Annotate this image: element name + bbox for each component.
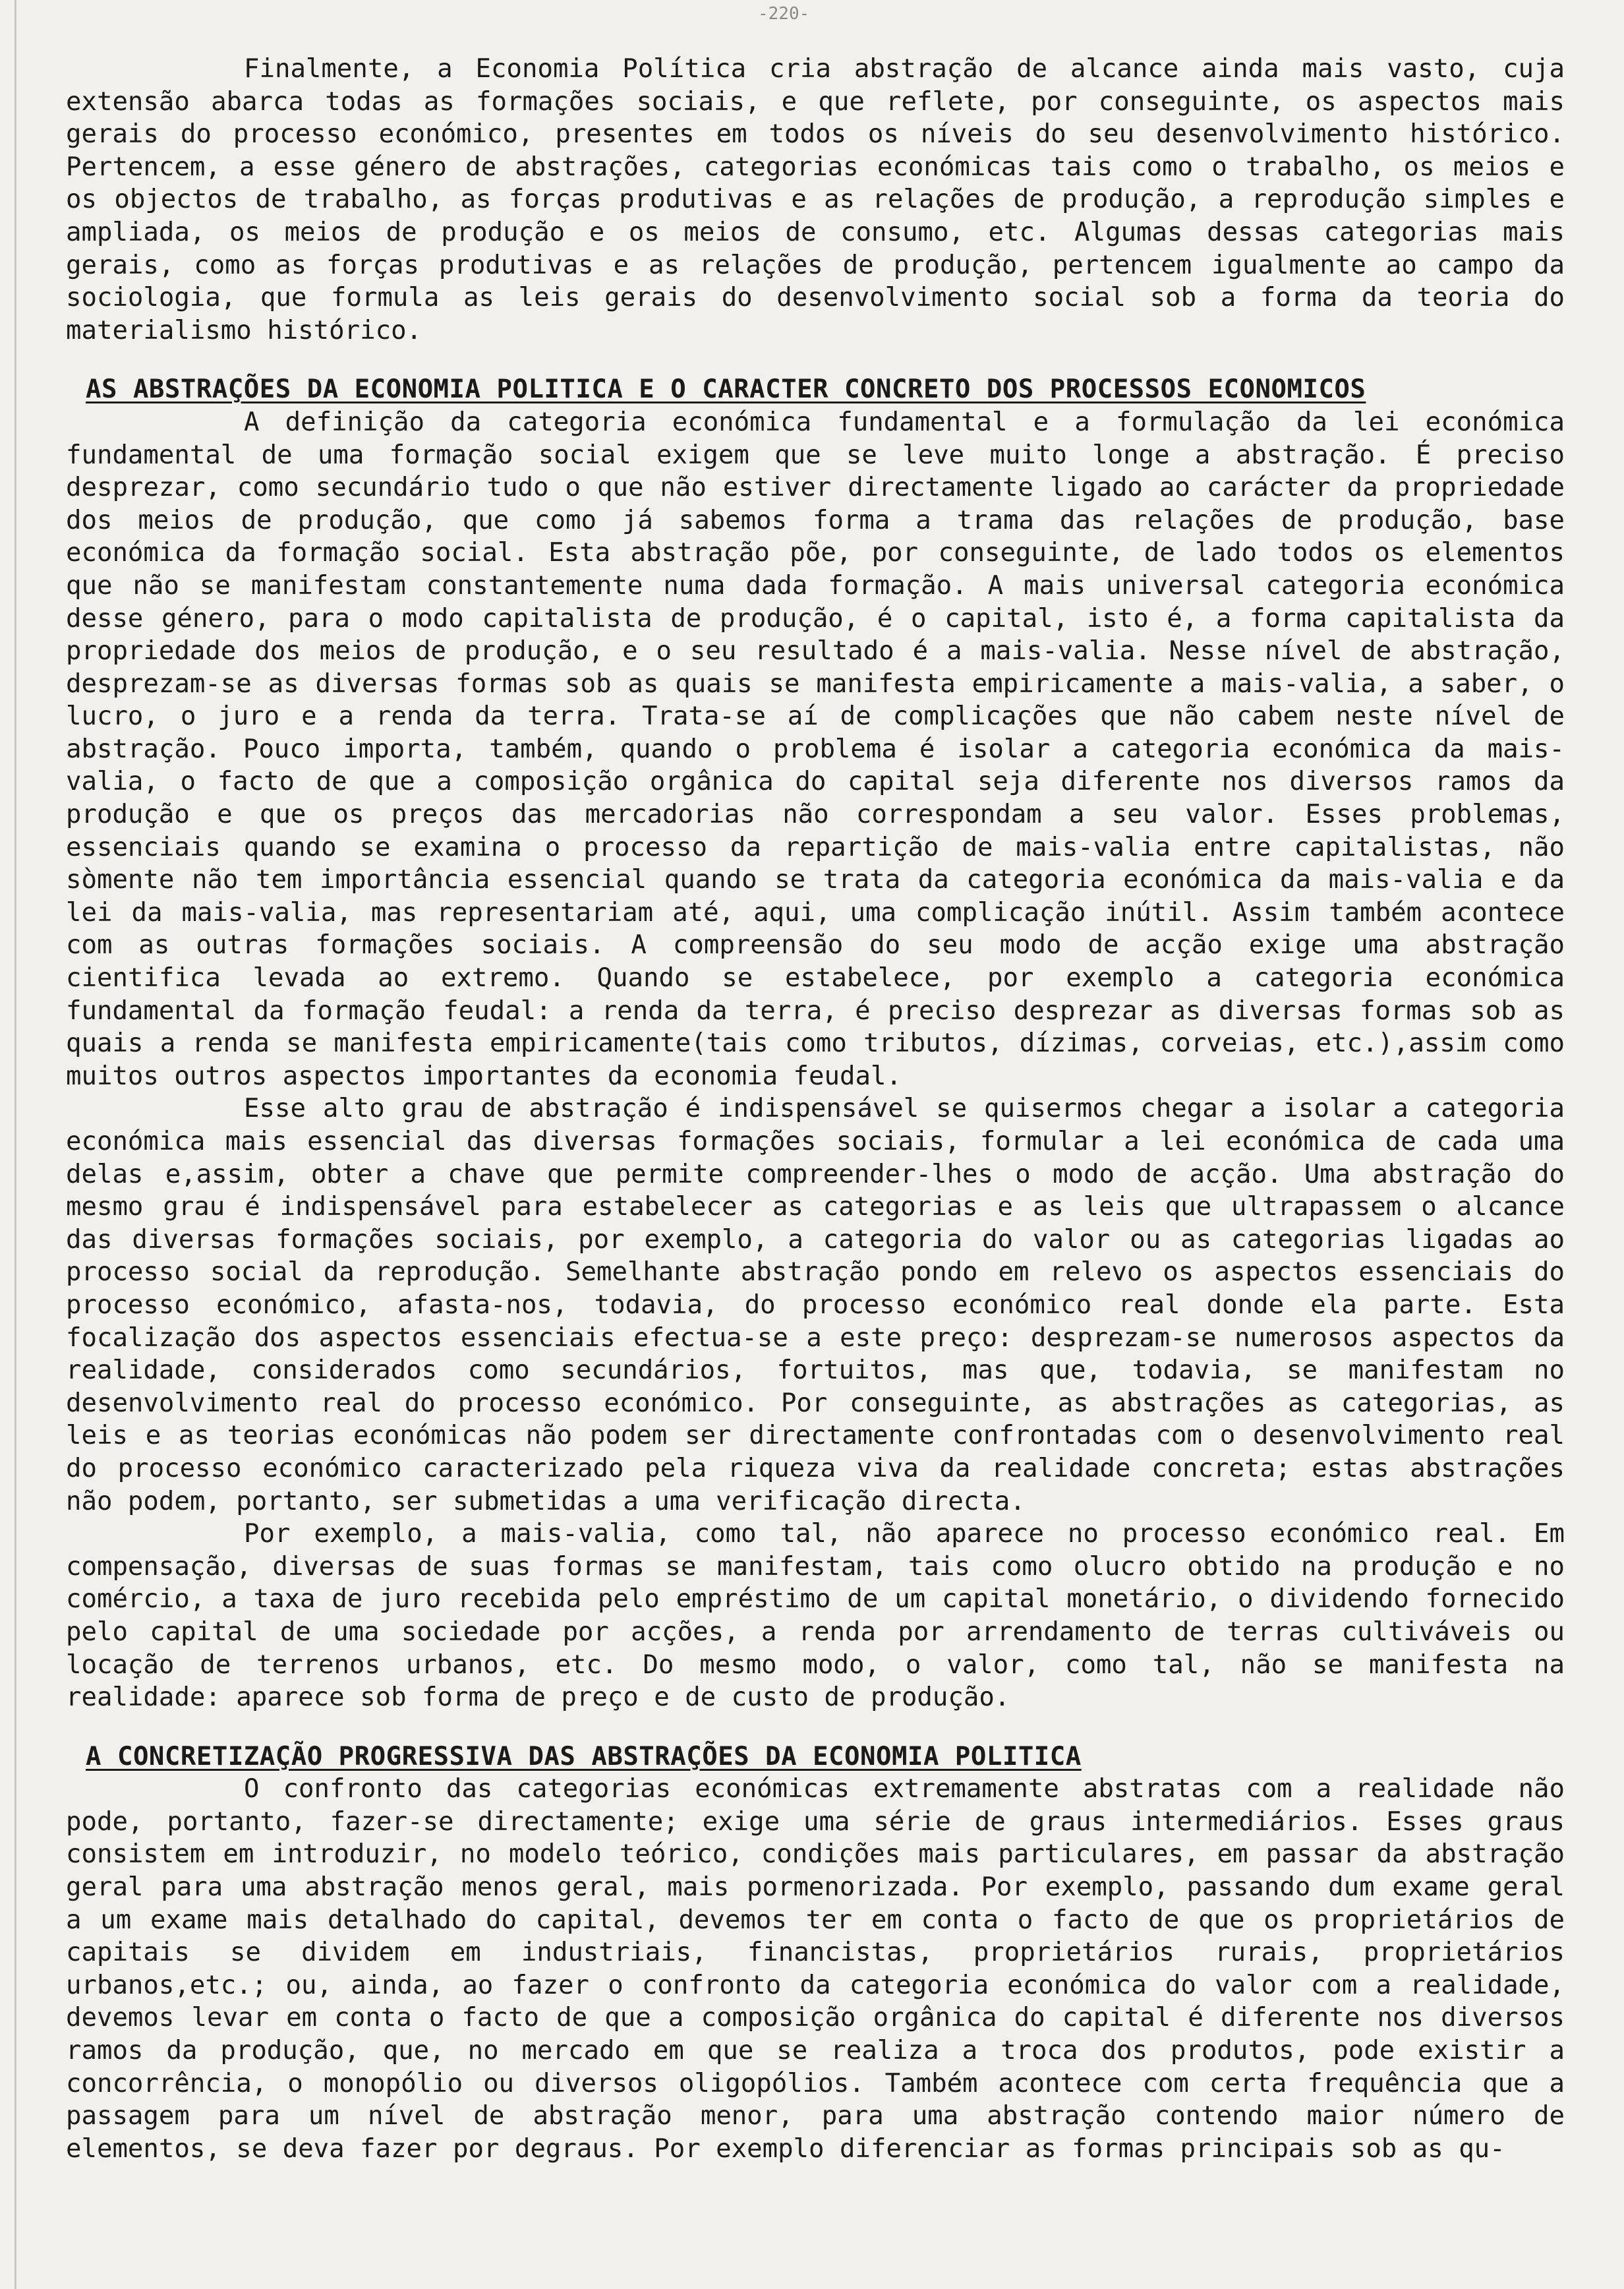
paragraph-intro: Finalmente, a Economia Política cria abstração de alcance ainda mais vasto, cuja extensão abarca todas as formações sociais, e que reflete, por conseguinte, os aspectos mais gerais do processo económico, presentes em todos os níveis do seu desenvolvimento histórico. Pertencem, a esse género de abstrações, categorias económicas tais como o trabalho, os meios e os objectos de trabalho, as forças produtivas e as relações de produção, a reprodução simples e ampliada, os meios de produção e os meios de consumo, etc. Algumas dessas categorias mais gerais, como as forças produtivas e as relações de produção, pertencem igualmente ao campo da sociologia, que formula as leis gerais do desenvolvimento social sob a forma da teoria do materialismo histórico. bbox=[66, 54, 1565, 345]
paragraph-confronto: O confronto das categorias económicas extremamente abstratas com a realidade não pode, portanto, fazer-se directamente; exige uma série de graus intermediários. Esses graus consistem em introduzir, no modelo teórico, condições mais particulares, em passar da abstração geral para uma abstração menos geral, mais pormenorizada. Por exemplo, passando dum exame geral a um exame mais detalhado do capital, devemos ter em conta o facto de que os proprietários de capitais se dividem em industriais, financistas, proprietários rurais, proprietários urbanos,etc.; ou, ainda, ao fazer o confronto da categoria económica do valor com a realidade, devemos levar em conta o facto de que a composição orgânica do capital é diferente nos diversos ramos da produção, que, no mercado em que se realiza a troca dos produtos, pode existir a concorrência, o monopólio ou diversos oligopólios. Também acontece com certa frequência que a passagem para um nível de abstração menor, para uma abstração contendo maior número de elementos, se deva fazer por degraus. Por exemplo diferenciar as formas principais sob as qu- bbox=[66, 1774, 1565, 2164]
paragraph-exemplo-mais-valia: Por exemplo, a mais-valia, como tal, não aparece no processo económico real. Em compensação, diversas de suas formas se manifestam, tais como olucro obtido na produção e no comércio, a taxa de juro recebida pelo empréstimo de um capital monetário, o dividendo fornecido pelo capital de uma sociedade por acções, a renda por arrendamento de terras cultiváveis ou locação de terrenos urbanos, etc. Do mesmo modo, o valor, como tal, não se manifesta na realidade: aparece sob forma de preço e de custo de produção. bbox=[66, 1519, 1565, 1713]
paragraph-alto-grau: Esse alto grau de abstração é indispensável se quisermos chegar a isolar a categoria económica mais essencial das diversas formações sociais, formular a lei económica de cada uma delas e,assim, obter a chave que permite compreender-lhes o modo de acção. Uma abstração do mesmo grau é indispensável para estabelecer as categorias e as leis que ultrapassem o alcance das diversas formações sociais, por exemplo, a categoria do valor ou as categorias ligadas ao processo social da reprodução. Semelhante abstração pondo em relevo os aspectos essenciais do processo económico, afasta-nos, todavia, do processo económico real donde ela parte. Esta focalização dos aspectos essenciais efectua-se a este preço: desprezam-se numerosos aspectos da realidade, considerados como secundários, fortuitos, mas que, todavia, se manifestam no desenvolvimento real do processo económico. Por conseguinte, as abstrações as categorias, as leis e as teorias económicas não podem ser directamente confrontadas com o desenvolvimento real do processo económico caracterizado pela riqueza viva da realidade concreta; estas abstrações não podem, portanto, ser submetidas a uma verificação directa. bbox=[66, 1094, 1565, 1516]
section-heading-concretizacao: A CONCRETIZAÇÃO PROGRESSIVA DAS ABSTRAÇÕES DA ECONOMIA POLITICA bbox=[86, 1741, 1082, 1771]
section-heading-abstracoes: AS ABSTRAÇÕES DA ECONOMIA POLITICA E O CARACTER CONCRETO DOS PROCESSOS ECONOMICOS bbox=[86, 374, 1366, 405]
paragraph-definicao: A definição da categoria económica fundamental e a formulação da lei económica fundamental de uma formação social exigem que se leve muito longe a abstração. É preciso desprezar, como secundário tudo o que não estiver directamente ligado ao carácter da propriedade dos meios de produção, que como já sabemos forma a trama das relações de produção, base económica da formação social. Esta abstração põe, por conseguinte, de lado todos os elementos que não se manifestam constantemente numa dada formação. A mais universal categoria económica desse género, para o modo capitalista de produção, é o capital, isto é, a forma capitalista da propriedade dos meios de produção, e o seu resultado é a mais-valia. Nesse nível de abstração, desprezam-se as diversas formas sob as quais se manifesta empiricamente a mais-valia, a saber, o lucro, o juro e a renda da terra. Trata-se aí de complicações que não cabem neste nível de abstração. Pouco importa, também, quando o problema é isolar a categoria económica da mais-valia, o facto de que a composição orgânica do capital seja diferente nos diversos ramos da produção e que os preços das mercadorias não correspondam a seu valor. Esses problemas, essenciais quando se examina o processo da repartição de mais-valia entre capitalistas, não sòmente não tem importância essencial quando se trata da categoria económica da mais-valia e da lei da mais-valia, mas representariam até, aqui, uma complicação inútil. Assim também acontece com as outras formações sociais. A compreensão do seu modo de acção exige uma abstração cientifica levada ao extremo. Quando se estabelece, por exemplo a categoria económica fundamental da formação feudal: a renda da terra, é preciso desprezar as diversas formas sob as quais a renda se manifesta empiricamente(tais como tributos, dízimas, corveias, etc.),assim como muitos outros aspectos importantes da economia feudal. bbox=[66, 407, 1565, 1091]
page-number: -220- bbox=[758, 4, 810, 24]
